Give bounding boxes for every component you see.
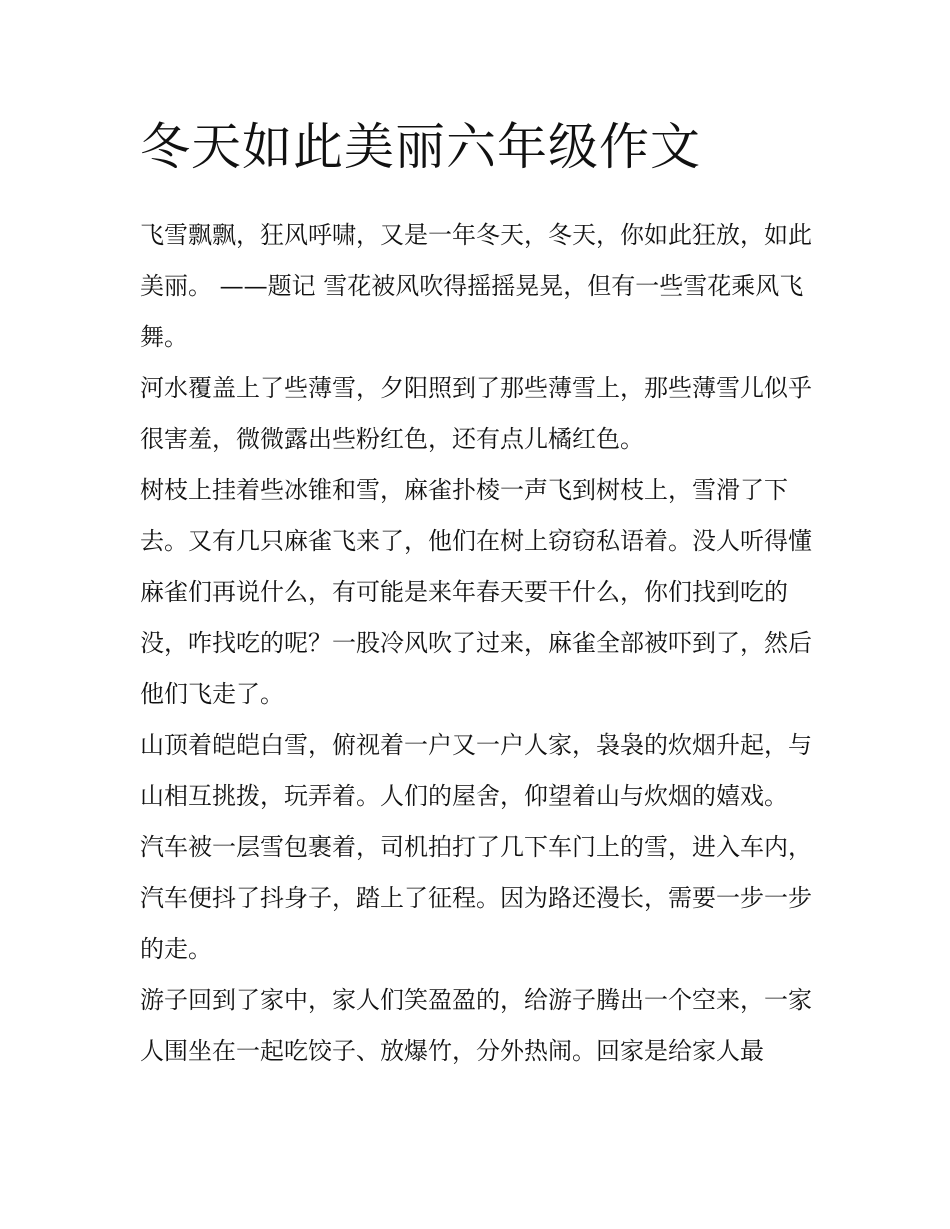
document-title: 冬天如此美丽六年级作文 — [140, 118, 701, 176]
paragraph: 山顶着皑皑白雪，俯视着一户又一户人家，袅袅的炊烟升起，与山相互挑拨，玩弄着。人们的屋舍，仰望着山与炊烟的嬉戏。 — [140, 731, 812, 810]
paragraph: 树枝上挂着些冰锥和雪，麻雀扑棱一声飞到树枝上，雪滑了下去。又有几只麻雀飞来了，他们在树上窃窃私语着。没人听得懂麻雀们再说什么，有可能是来年春天要干什么，你们找到吃的没，咋找吃的呢？一股冷风吹了过来，麻雀全部被吓到了，然后他们飞走了。 — [140, 476, 812, 708]
document-page — [140, 112, 816, 1077]
paragraph: 飞雪飘飘，狂风呼啸，又是一年冬天，冬天，你如此狂放，如此美丽。 ——题记 雪花被风吹得摇摇晃晃，但有一些雪花乘风飞舞。 — [140, 221, 812, 351]
paragraph: 游子回到了家中，家人们笑盈盈的，给游子腾出一个空来，一家人围坐在一起吃饺子、放爆竹，分外热闹。回家是给家人最 — [140, 986, 812, 1065]
paragraph: 河水覆盖上了些薄雪，夕阳照到了那些薄雪上，那些薄雪儿似乎很害羞，微微露出些粉红色，还有点儿橘红色。 — [140, 374, 812, 453]
paragraph: 汽车被一层雪包裹着，司机拍打了几下车门上的雪，进入车内，汽车便抖了抖身子，踏上了征程。因为路还漫长，需要一步一步的走。 — [140, 833, 812, 963]
